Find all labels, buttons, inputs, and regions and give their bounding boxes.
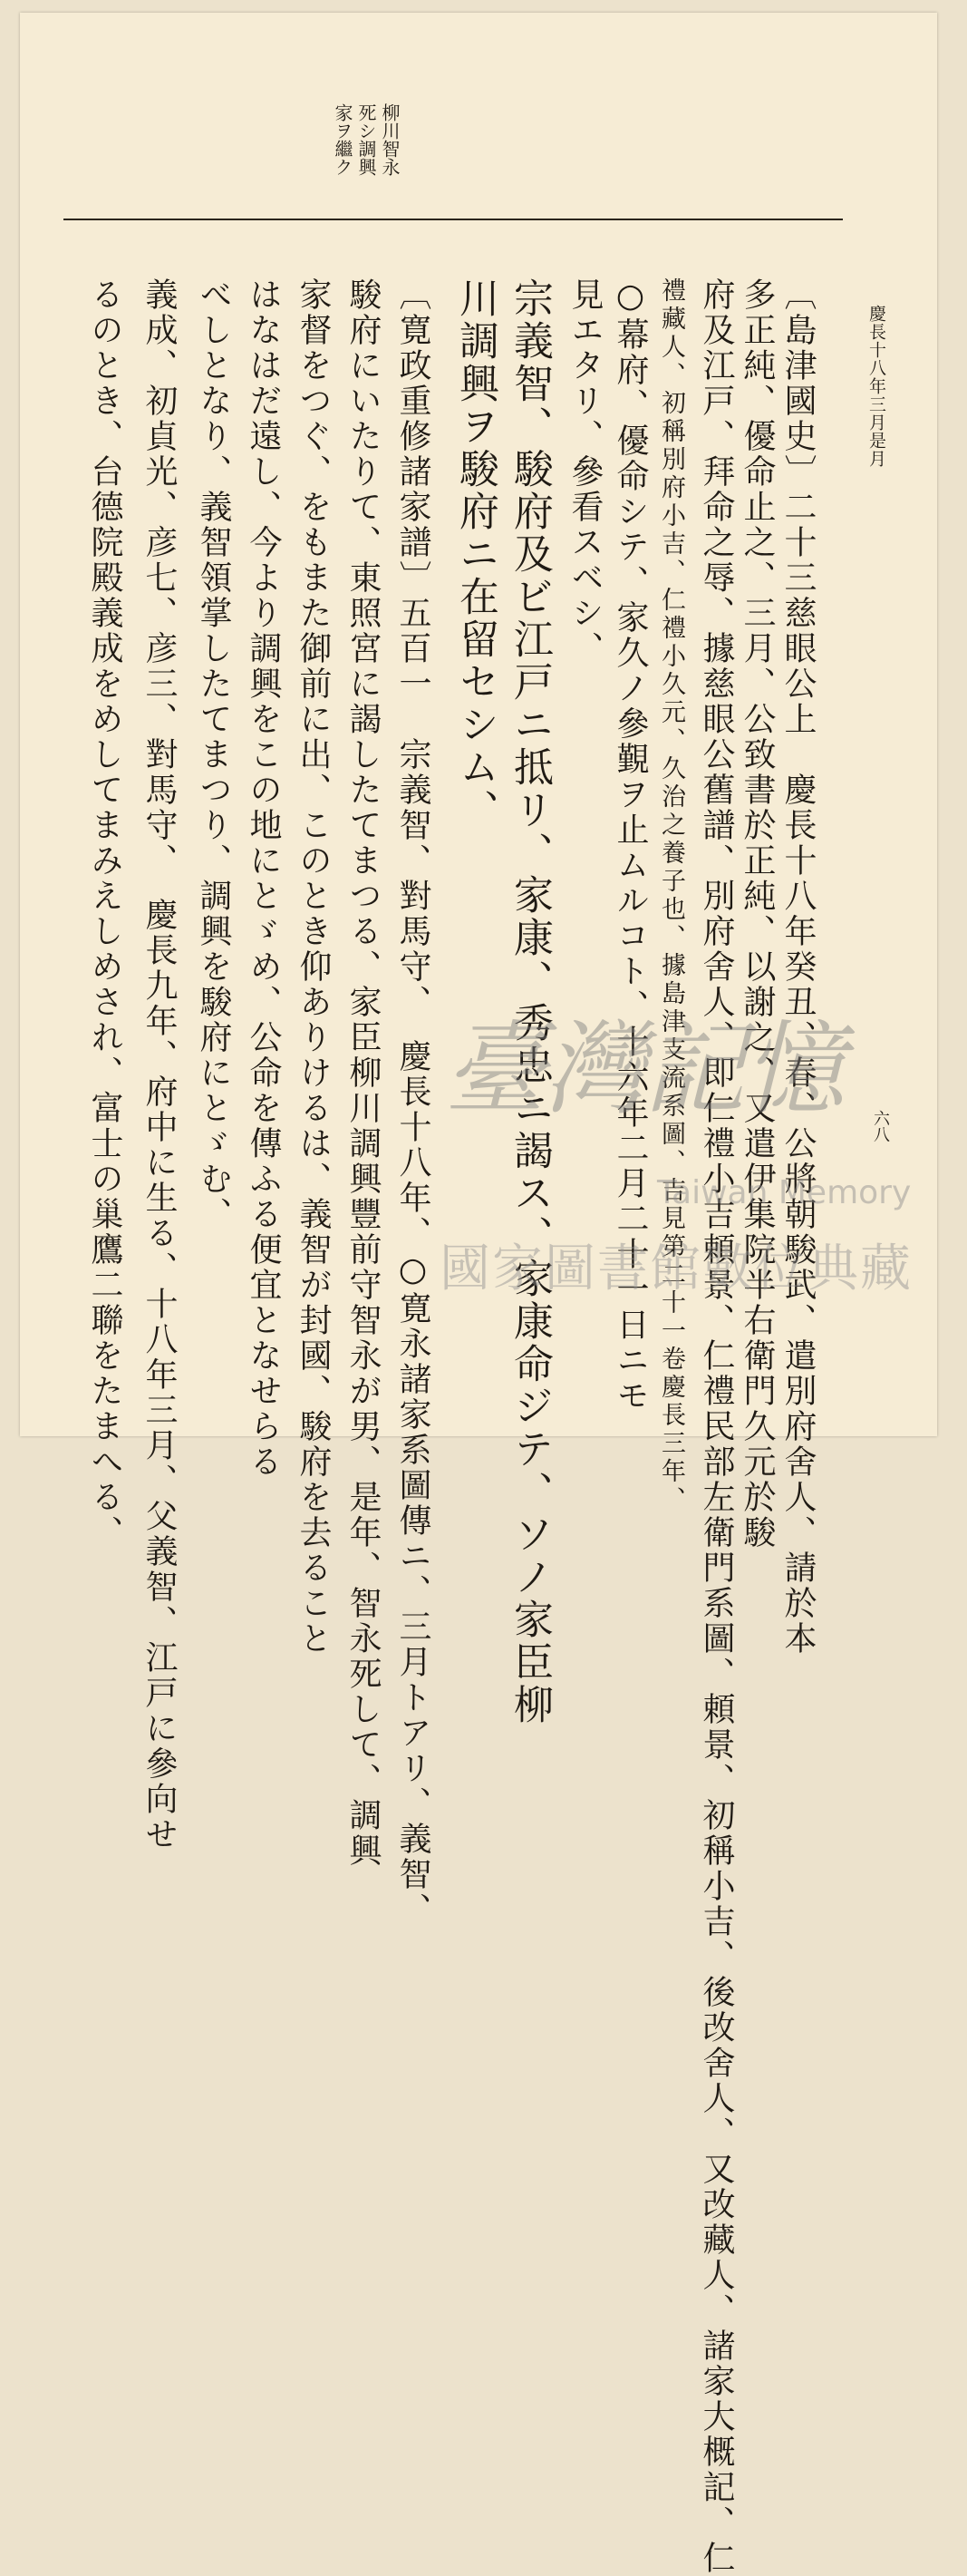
text-column: 多正純、優命止之、三月、公致書於正純、以謝之、又遣伊集院半右衛門久元於駿 (739, 277, 776, 1550)
text-column: 宗義智、駿府及ビ江戸ニ抵リ、家康、秀忠ニ謁ス、家康命ジテ、ソノ家臣柳 (507, 277, 553, 1726)
text-column: 見エタリ、參看スベシ、 (566, 277, 604, 666)
running-head: 慶長十八年三月是月 (866, 305, 886, 468)
text-column: 府及江戸、拜命之辱、據慈眼公舊譜、別府舍人、即仁禮小吉頼景、仁禮民部左衛門系圖、頼景、初稱小吉、後改舍人、又改藏人、諸家大概記、仁 (698, 277, 735, 2576)
document-page (20, 13, 937, 2576)
text-column: べしとなり、義智領掌したてまつり、調興を駿府にとゞむ、 (195, 277, 232, 1232)
text-column: るのとき、台德院殿義成をめしてまみえしめされ、富士の巢鷹二聯をたまへる、 (86, 277, 123, 1550)
watermark-org: 國家圖書館數位典藏 (440, 1239, 913, 1298)
page-number: 六八 (871, 1110, 890, 1142)
text-column: 禮藏人、初稱別府小吉、仁禮小久元、久治之養子也、據島津支流系圖、吉見第二十一卷慶長三年、 (657, 277, 685, 1514)
margin-note-line: 柳川智永 (379, 103, 401, 176)
watermark-title: 臺灣記憶 (444, 1011, 843, 1129)
margin-note (328, 103, 399, 212)
text-column: 家督をつぐ、をもまた御前に出、このとき仰ありけるは、義智が封國、駿府を去ること (295, 277, 332, 1657)
text-column: 〔島津國史〕二十三慈眼公上 慶長十八年癸丑、春、公將朝駿武、遣別府舍人、請於本 (779, 277, 817, 1657)
text-column: ○幕府、優命シテ、家久ノ參覲ヲ止ムルコト、十六年二月二十一日ニモ (612, 277, 649, 1414)
watermark-subtitle: Taiwan Memory (657, 1174, 912, 1211)
text-column: 義成、初貞光、彦七、彦三、對馬守、 慶長九年、府中に生る、十八年三月、父義智、江戸に參向せ (140, 277, 178, 1852)
text-column: はなはだ遠し、今より調興をこの地にとゞめ、公命を傳ふる便宜となせらる (245, 277, 282, 1480)
text-column: 川調興ヲ駿府ニ在留セシム、 (452, 277, 498, 831)
header-rule (63, 219, 843, 220)
margin-note-line: 死シ調興 (355, 103, 377, 176)
text-column: 駿府にいたりて、東照宮に謁したてまつる、家臣柳川調興豐前守智永が男、是年、智永死して、調興 (344, 277, 382, 1869)
text-column: 〔寛政重修諸家譜〕五百一 宗義智、對馬守、 慶長十八年、○寛永諸家系圖傳ニ、三月トアリ、義智、 (394, 277, 431, 1928)
margin-note-line: 家ヲ繼ク (332, 103, 353, 176)
